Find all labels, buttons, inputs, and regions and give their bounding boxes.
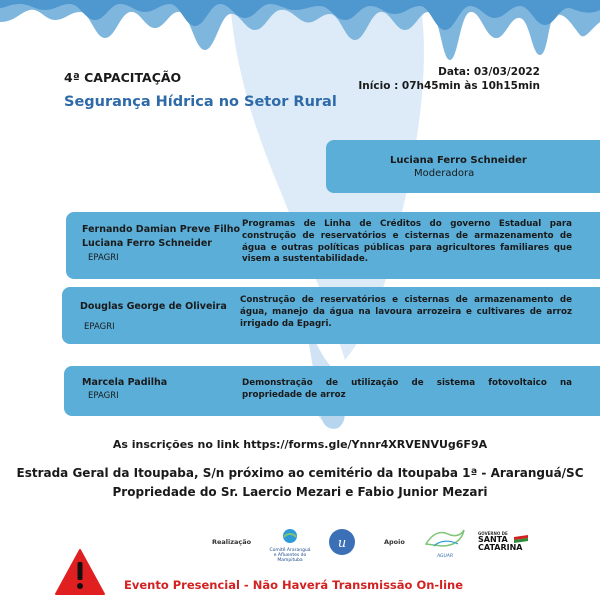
speaker-name: Douglas George de Oliveira bbox=[80, 301, 227, 312]
address-line-2: Propriedade do Sr. Laercio Mezari e Fabio Junior Mezari bbox=[112, 485, 488, 499]
event-time: Início : 07h45min às 10h15min bbox=[358, 80, 540, 92]
talk-description: Programas de Linha de Créditos do governo Estadual para construção de reservatórios e cisternas de armazenamento de água e outras políticas públicas para agricultores familiares que visem a sustentabilidade. bbox=[242, 219, 572, 265]
comite-logo-text: Comitê Araranguá e Afluentes do Mampituba bbox=[269, 548, 311, 563]
comite-logo bbox=[268, 528, 312, 563]
speaker-org: EPAGRI bbox=[88, 253, 119, 263]
santa-catarina-logo bbox=[478, 531, 534, 552]
moderator-role: Moderadora bbox=[414, 168, 475, 179]
registration-link[interactable]: As inscrições no link https://forms.gle/Ynnr4XRVENVUg6F9A bbox=[112, 438, 488, 451]
aguar-logo bbox=[422, 526, 468, 559]
sc-flag-icon bbox=[514, 535, 528, 543]
talk-description: Construção de reservatórios e cisternas de armazenamento de água, manejo da água na lavoura arrozeira e cultivares de arroz irrigado da Epagri. bbox=[240, 295, 572, 329]
edition-label: 4ª CAPACITAÇÃO bbox=[64, 70, 182, 85]
sc-line3: CATARINA bbox=[478, 543, 523, 552]
moderator-band bbox=[326, 140, 600, 193]
svg-text:u: u bbox=[337, 536, 347, 551]
comite-logo-icon bbox=[268, 528, 312, 544]
sc-line1: GOVERNO DE bbox=[478, 531, 508, 536]
speaker-name: Luciana Ferro Schneider bbox=[82, 238, 212, 249]
aguar-logo-text: AGUAR bbox=[436, 554, 454, 559]
address-line-1: Estrada Geral da Itoupaba, S/n próximo ao cemitério da Itoupaba 1ª - Araranguá/SC bbox=[16, 466, 584, 480]
speaker-name: Fernando Damian Preve Filho bbox=[82, 224, 241, 235]
drop-logo-icon bbox=[328, 528, 356, 556]
speaker-org: EPAGRI bbox=[88, 391, 119, 401]
speaker-org: EPAGRI bbox=[84, 322, 115, 332]
moderator-name: Luciana Ferro Schneider bbox=[390, 155, 527, 166]
talk-description: Demonstração de utilização de sistema fotovoltaico na propriedade de arroz bbox=[242, 378, 572, 400]
realizacao-label: Realização bbox=[212, 538, 252, 546]
event-date: Data: 03/03/2022 bbox=[438, 66, 540, 78]
aguar-logo-icon bbox=[422, 526, 468, 550]
warning-icon bbox=[54, 548, 106, 596]
warning-text: Evento Presencial - Não Haverá Transmissão On-line bbox=[124, 578, 464, 592]
second-logo bbox=[328, 528, 356, 560]
speaker-name: Marcela Padilha bbox=[82, 377, 168, 388]
event-title: Segurança Hídrica no Setor Rural bbox=[64, 94, 337, 110]
sc-line2: SANTA bbox=[478, 535, 508, 544]
apoio-label: Apoio bbox=[384, 538, 405, 546]
